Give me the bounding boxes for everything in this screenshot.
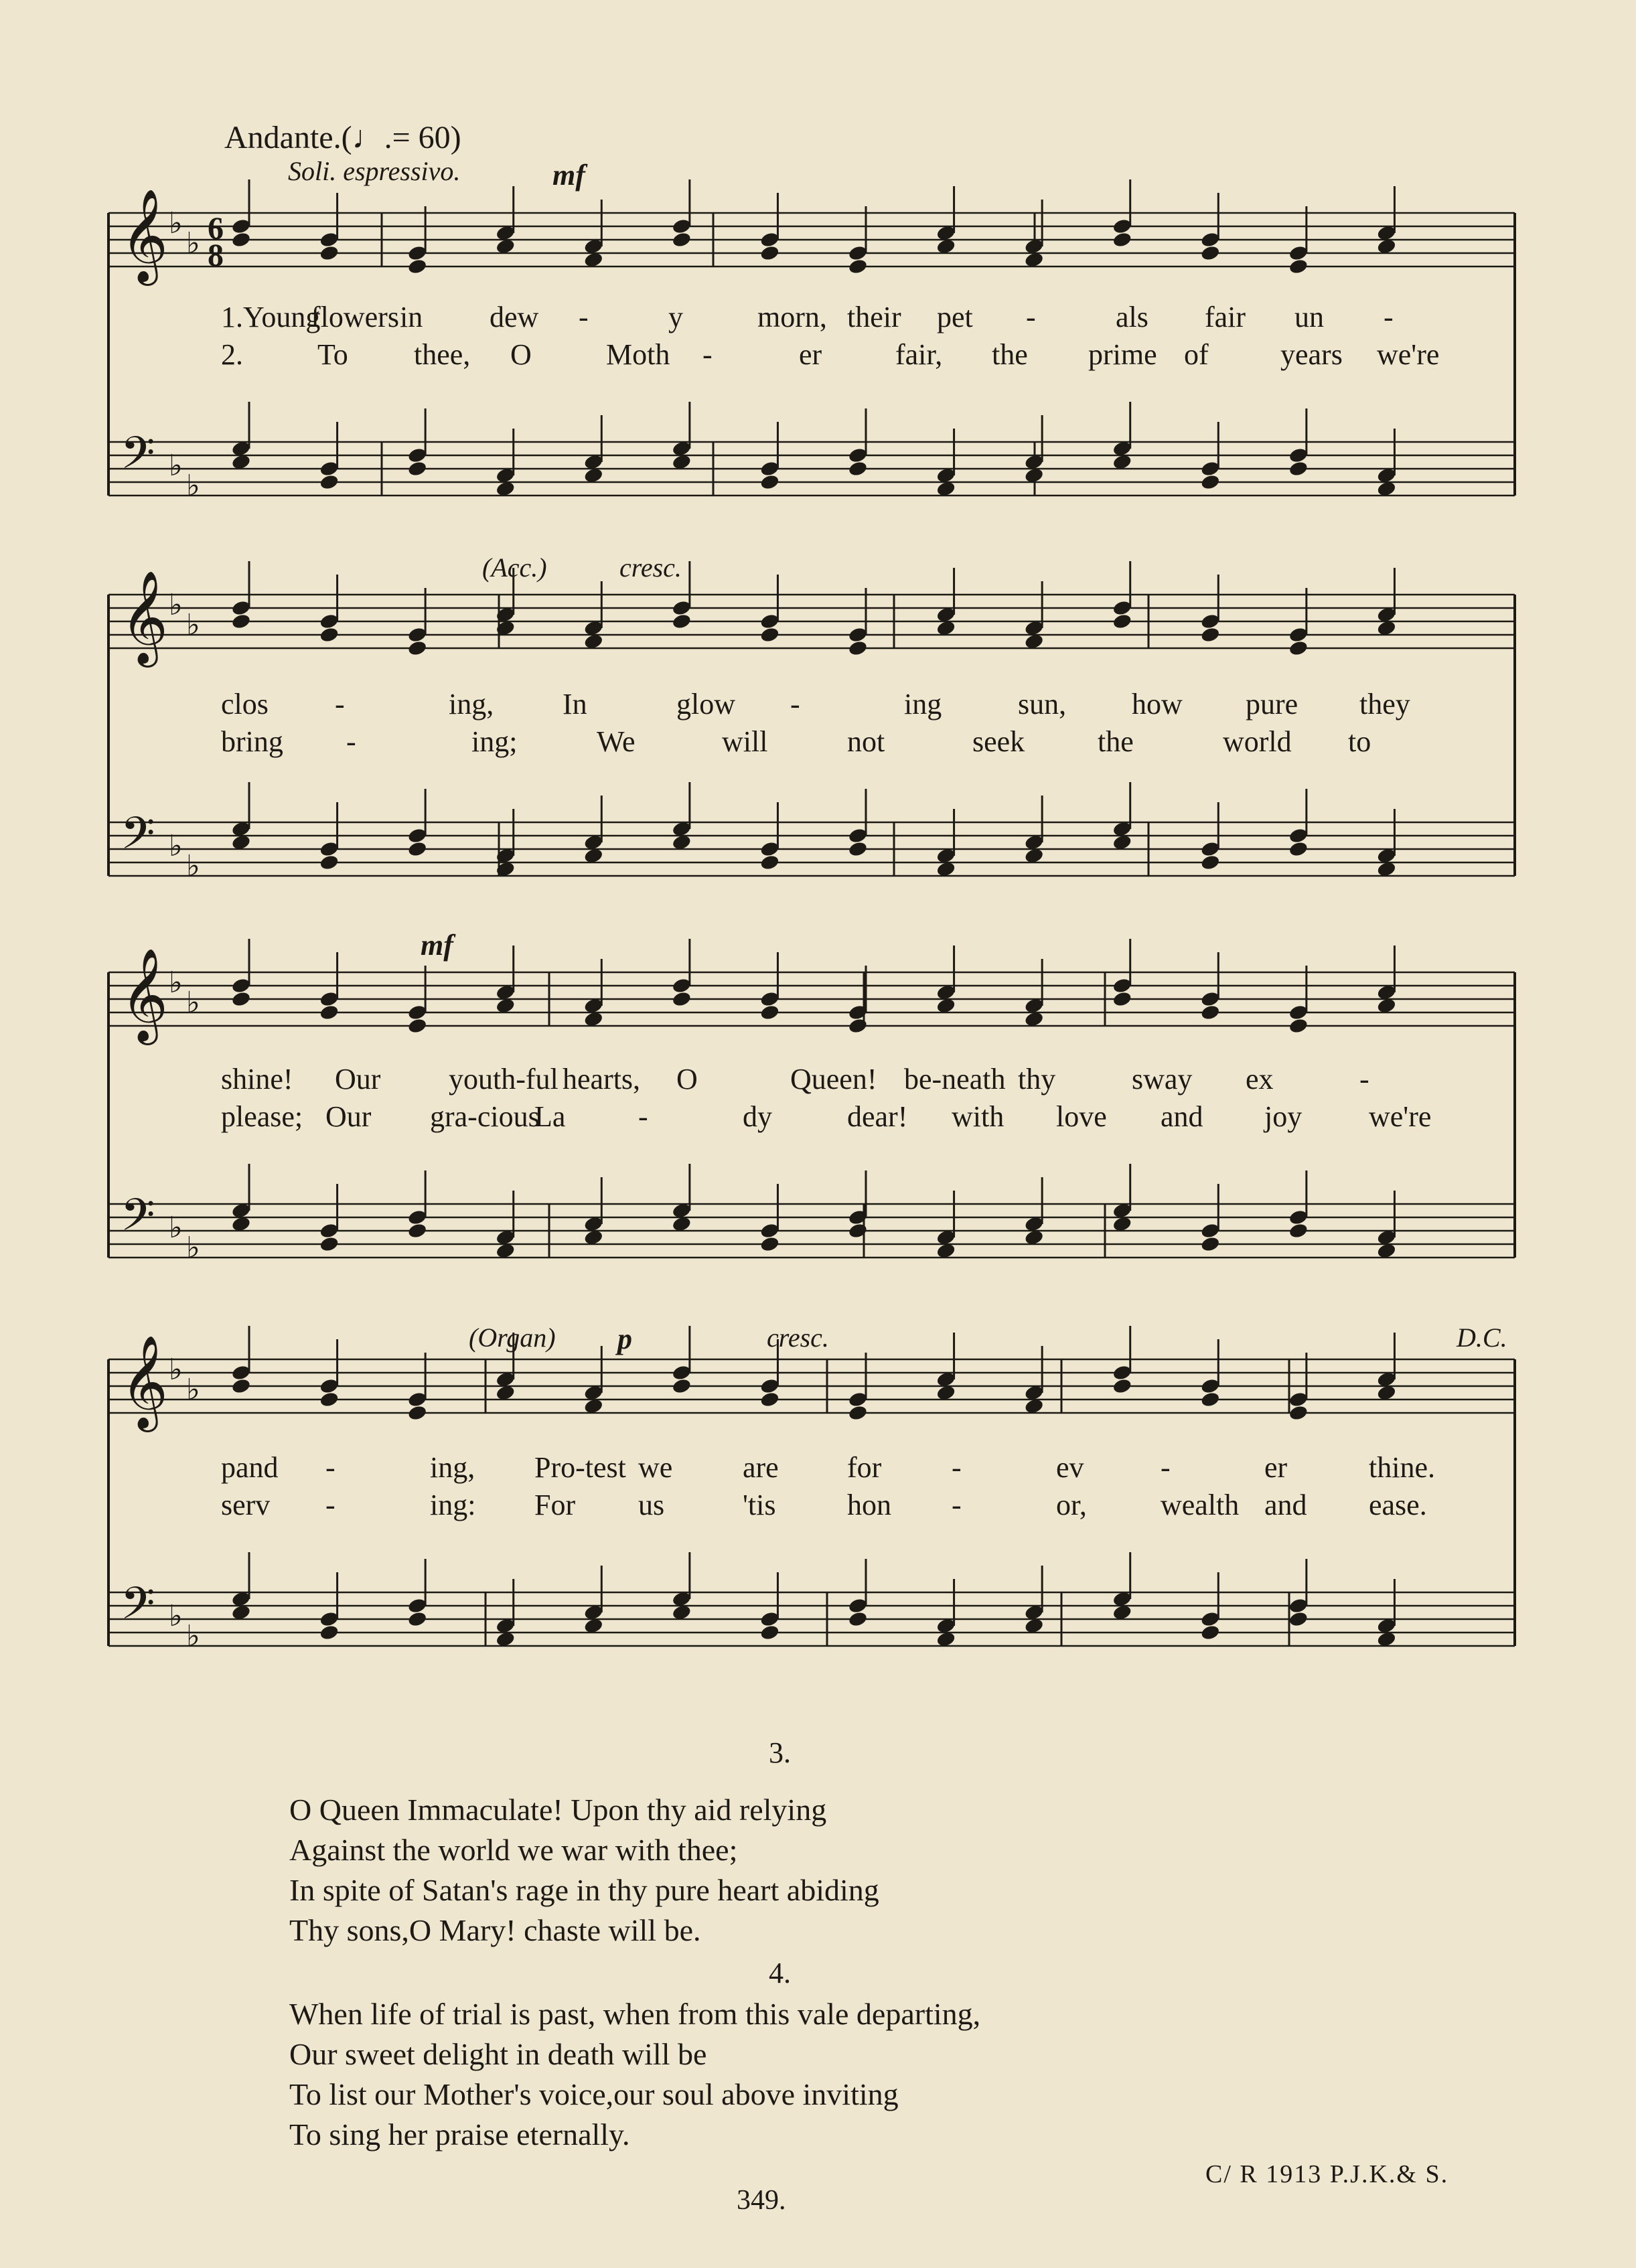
lyric-syllable: we [638,1451,673,1484]
lyric-syllable: world [1223,725,1292,758]
note-head [759,1235,780,1253]
verse-line: When life of trial is past, when from this vale departing, [289,1997,981,2031]
note-head [848,840,869,858]
flat-icon: ♭ [186,1231,200,1265]
time-signature: 6 [208,211,224,246]
lyric-syllable: ing; [471,725,518,758]
lyric-syllable: ex [1246,1063,1274,1095]
lyric-syllable: thy [1018,1063,1056,1095]
lyric-syllable: Our [335,1063,381,1095]
note-head [848,1222,869,1239]
lyric-syllable: - [325,1489,336,1521]
lyric-syllable: us [638,1489,665,1521]
lyric-syllable: hon [847,1489,891,1521]
note-head [231,231,252,248]
note-head [319,1235,340,1253]
verse-line: O Queen Immaculate! Upon thy aid relying [289,1793,827,1827]
lyric-syllable: with [952,1100,1005,1133]
note-head [1112,1377,1132,1395]
flat-icon: ♭ [169,1599,183,1633]
note-head [759,1391,780,1408]
dynamic-marking: mf [552,159,585,192]
note-head [1288,1610,1309,1628]
cresc-marking: cresc. [619,552,682,583]
note-head [407,460,428,477]
note-head [672,1377,692,1395]
lyric-syllable: - [579,301,589,333]
lyric-syllable: 1.Young [221,301,321,333]
lyric-syllable: Our [325,1100,372,1133]
lyric-syllable: thine. [1369,1451,1435,1484]
flat-icon: ♭ [186,1619,200,1653]
lyric-syllable: In [563,688,587,721]
lyric-syllable: O [510,338,532,371]
lyric-syllable: shine! [221,1063,293,1095]
note-head [407,639,428,657]
note-head [672,231,692,248]
note-head [319,1004,340,1021]
bass-clef-icon: 𝄢 [121,1189,155,1252]
lyric-syllable: - [325,1451,336,1484]
note-head [1112,990,1132,1008]
lyric-syllable: - [952,1489,962,1521]
treble-clef-icon: 𝄞 [121,571,168,664]
flat-icon: ♭ [169,206,183,240]
treble-clef-icon: 𝄞 [121,189,168,282]
acc-marking: (Acc.) [482,552,547,583]
lyric-syllable: in [400,301,423,333]
bass-clef-icon: 𝄢 [121,427,155,489]
note-head [1200,1235,1221,1253]
lyric-syllable: ing, [449,688,494,721]
bass-clef-icon: 𝄢 [121,808,155,870]
lyric-syllable: To [317,338,348,371]
note-head [231,990,252,1008]
flat-icon: ♭ [169,966,183,1000]
lyric-syllable: ing, [430,1451,475,1484]
lyric-syllable: for [847,1451,882,1484]
note-head [848,1610,869,1628]
lyric-syllable: dew [490,301,539,333]
verse-line: Thy sons,O Mary! chaste will be. [289,1913,701,1947]
lyric-syllable: how [1132,688,1183,721]
page-number: 349. [737,2185,786,2216]
expression-marking: Soli. espressivo. [288,156,461,186]
lyric-syllable: flowers [311,301,399,333]
tempo-marking: Andante.(♩.= 60) [224,120,461,155]
lyric-syllable: their [847,301,901,333]
note-head [1200,244,1221,262]
lyric-syllable: For [534,1489,576,1521]
lyric-syllable: be-neath [904,1063,1006,1095]
lyric-syllable: - [1384,301,1394,333]
note-head [1112,231,1132,248]
lyric-syllable: dear! [847,1100,908,1133]
flat-icon: ♭ [186,469,200,503]
lyric-syllable: clos [221,688,269,721]
verse-line: Our sweet delight in death will be [289,2037,707,2071]
lyric-syllable: years [1280,338,1343,371]
note-head [672,990,692,1008]
note-head [1200,854,1221,871]
lyric-syllable: fair, [895,338,943,371]
lyric-syllable: Queen! [790,1063,877,1095]
lyric-syllable: - [1161,1451,1171,1484]
note-head [407,1610,428,1628]
cresc-marking-2: cresc. [767,1322,829,1353]
flat-icon: ♭ [169,1211,183,1245]
lyric-syllable: and [1161,1100,1203,1133]
note-head [1288,258,1309,275]
lyric-syllable: bring [221,725,283,758]
lyric-syllable: and [1264,1489,1307,1521]
lyric-syllable: the [992,338,1028,371]
note-head [1288,1404,1309,1422]
lyric-syllable: - [638,1100,648,1133]
lyric-syllable: Moth [606,338,670,371]
note-head [759,854,780,871]
lyric-syllable: wealth [1161,1489,1240,1521]
note-head [1200,473,1221,491]
note-head [231,613,252,630]
lyric-syllable: 2. [221,338,243,371]
note-head [759,1624,780,1641]
note-head [319,473,340,491]
lyric-syllable: to [1348,725,1371,758]
flat-icon: ♭ [186,986,200,1020]
flat-icon: ♭ [169,1353,183,1387]
note-head [407,1017,428,1035]
organ-marking: (Organ) [469,1322,556,1353]
lyric-syllable: gra-cious [430,1100,540,1133]
note-head [1288,460,1309,477]
lyric-syllable: dy [743,1100,772,1133]
lyric-syllable: fair [1205,301,1246,333]
verse-line: In spite of Satan's rage in thy pure heart abiding [289,1873,879,1907]
note-head [319,626,340,644]
piano-marking: p [617,1322,632,1355]
note-head [848,460,869,477]
lyric-syllable: - [1359,1063,1369,1095]
lyric-syllable: of [1184,338,1209,371]
lyric-syllable: prime [1088,338,1157,371]
verse-line: Against the world we war with thee; [289,1833,738,1867]
lyric-syllable: hearts, [563,1063,641,1095]
lyric-syllable: ing: [430,1489,476,1521]
verse-number-3: 3. [769,1736,791,1769]
note-head [1112,613,1132,630]
note-head [759,626,780,644]
note-head [848,1404,869,1422]
lyric-syllable: La [534,1100,566,1133]
lyric-syllable: un [1294,301,1324,333]
lyric-syllable: sway [1132,1063,1193,1095]
lyric-syllable: ing [904,688,942,721]
lyric-syllable: er [799,338,822,371]
lyric-syllable: we're [1369,1100,1432,1133]
note-head [848,258,869,275]
note-head [759,473,780,491]
lyric-syllable: - [790,688,800,721]
note-head [759,1004,780,1021]
lyric-syllable: We [597,725,636,758]
note-head [407,1222,428,1239]
note-head [672,613,692,630]
note-head [1200,626,1221,644]
lyric-syllable: ev [1056,1451,1084,1484]
lyric-syllable: - [952,1451,962,1484]
note-head [1288,840,1309,858]
lyric-syllable: thee, [414,338,471,371]
time-signature: 8 [208,238,224,273]
lyric-syllable: they [1359,688,1410,721]
note-head [1200,1004,1221,1021]
note-head [1288,1222,1309,1239]
lyric-syllable: er [1264,1451,1288,1484]
flat-icon: ♭ [169,449,183,483]
staff-layer [108,213,1515,1646]
flat-icon: ♭ [169,588,183,622]
note-head [1200,1391,1221,1408]
bass-clef-icon: 𝄢 [121,1578,155,1640]
lyric-syllable: als [1116,301,1148,333]
lyric-syllable: - [335,688,345,721]
note-head [407,1404,428,1422]
note-head [407,840,428,858]
note-head [1288,639,1309,657]
lyric-syllable: are [743,1451,779,1484]
lyric-syllable: Pro-test [534,1451,626,1484]
note-head [759,244,780,262]
copyright: C/ R 1913 P.J.K.& S. [1205,2160,1449,2188]
note-head [319,1391,340,1408]
lyric-syllable: or, [1056,1489,1087,1521]
note-head [407,258,428,275]
note-head [848,639,869,657]
lyric-syllable: - [346,725,356,758]
lyric-syllable: youth-ful [449,1063,559,1095]
flat-icon: ♭ [169,829,183,863]
lyric-syllable: pet [937,301,973,333]
note-head [319,1624,340,1641]
lyric-syllable: pand [221,1451,279,1484]
dc-marking: D.C. [1457,1322,1507,1353]
lyric-syllable: seek [972,725,1025,758]
note-head [319,244,340,262]
note-head [231,1377,252,1395]
lyric-syllable: not [847,725,885,758]
lyric-syllable: glow [676,688,735,721]
flat-icon: ♭ [186,226,200,260]
verse-line: To list our Mother's voice,our soul above inviting [289,2077,899,2111]
note-head [1200,1624,1221,1641]
lyric-syllable: will [722,725,768,758]
mf-marking: mf [421,929,453,962]
lyric-syllable: 'tis [743,1489,776,1521]
lyric-syllable: joy [1264,1100,1303,1133]
note-layer [121,179,1397,1653]
note-head [319,854,340,871]
lyric-syllable: love [1056,1100,1107,1133]
treble-clef-icon: 𝄞 [121,948,168,1041]
note-head [1288,1017,1309,1035]
lyric-syllable: the [1098,725,1134,758]
verse-number-4: 4. [769,1957,791,1989]
lyric-syllable: ease. [1369,1489,1427,1521]
lyric-syllable: serv [221,1489,271,1521]
lyric-syllable: - [702,338,713,371]
note-head [848,1017,869,1035]
flat-icon: ♭ [186,1373,200,1407]
verse-line: To sing her praise eternally. [289,2117,630,2151]
lyric-syllable: - [1026,301,1036,333]
flat-icon: ♭ [186,849,200,883]
flat-icon: ♭ [186,608,200,642]
lyric-syllable: we're [1377,338,1440,371]
lyric-syllable: morn, [757,301,827,333]
treble-clef-icon: 𝄞 [121,1335,168,1428]
lyric-syllable: pure [1246,688,1298,721]
lyric-syllable: sun, [1018,688,1067,721]
lyric-syllable: O [676,1063,698,1095]
lyric-syllable: y [668,301,683,333]
lyric-syllable: please; [221,1100,303,1133]
